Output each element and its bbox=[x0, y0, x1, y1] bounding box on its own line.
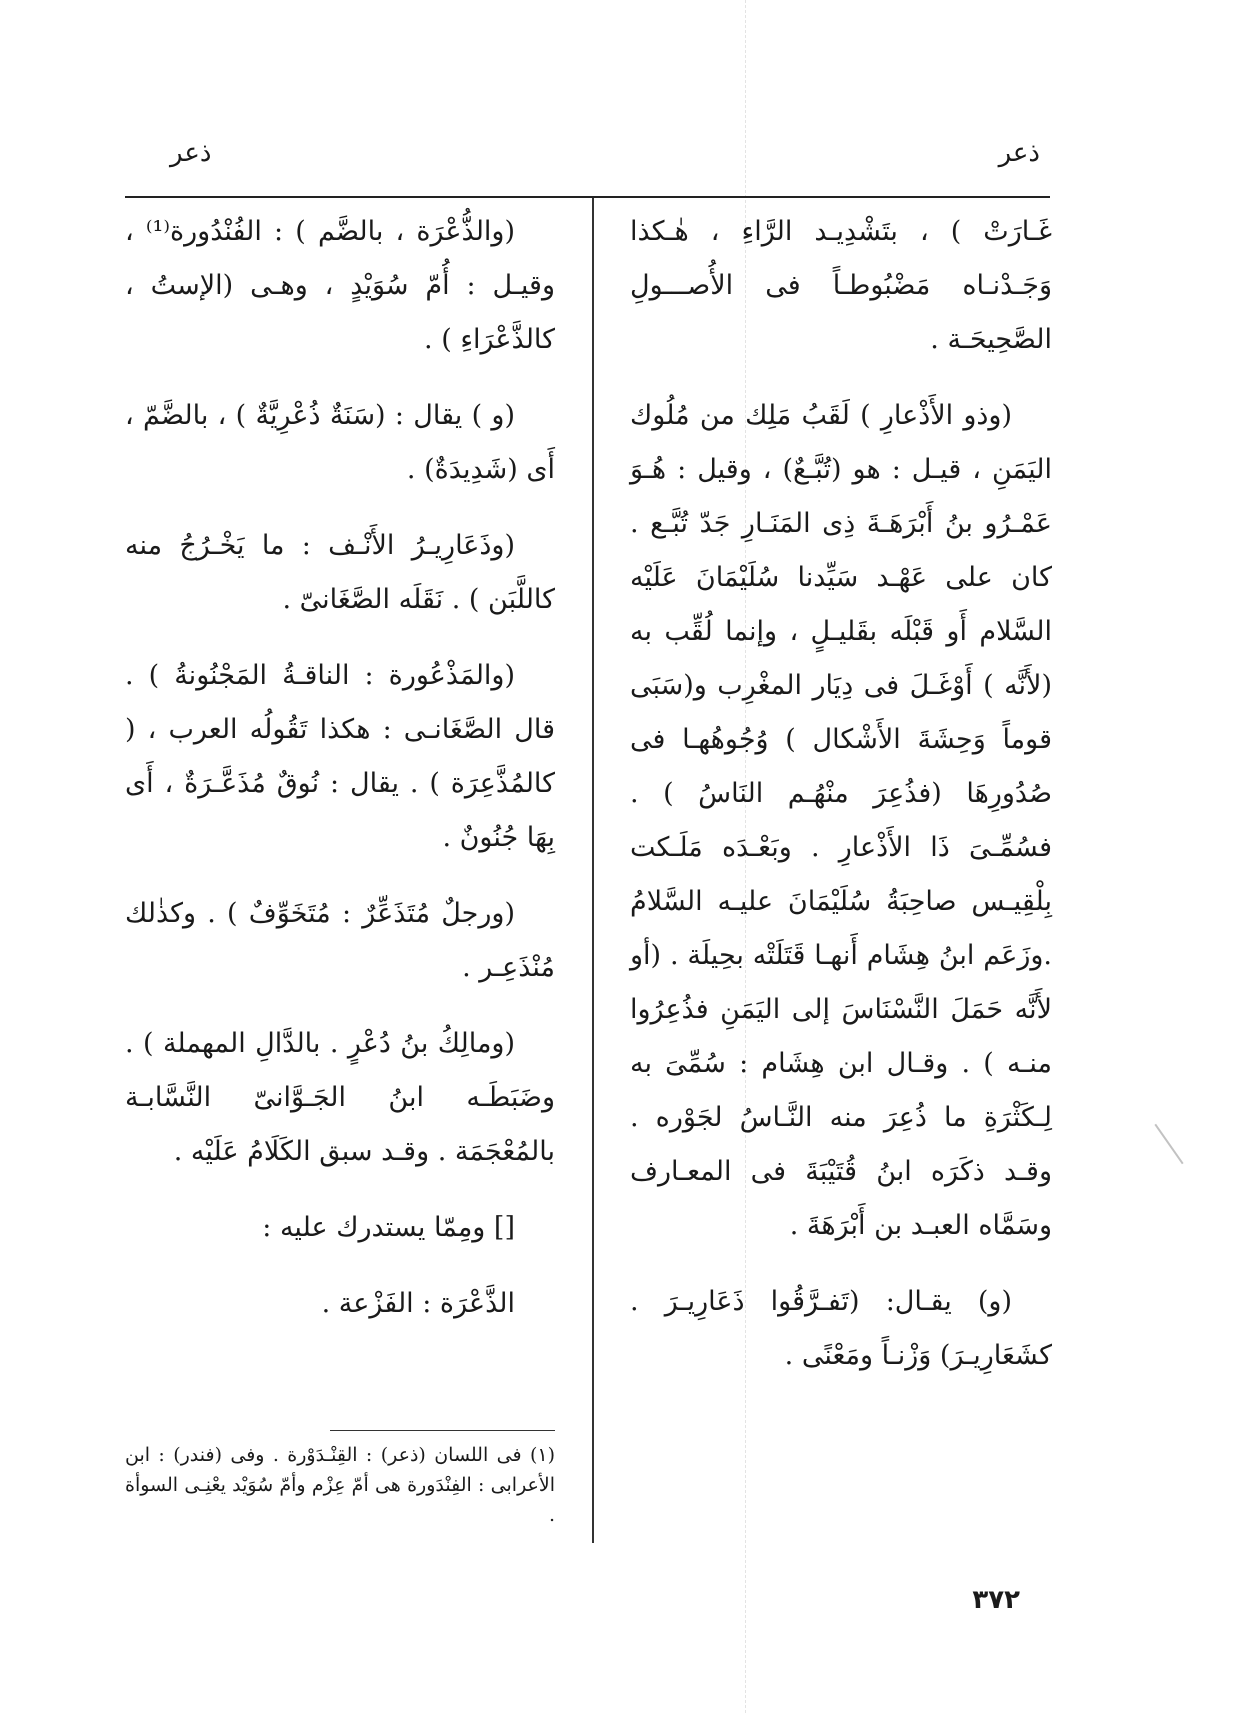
footnote-rule bbox=[330, 1430, 555, 1431]
left-column bbox=[125, 205, 555, 1353]
right-paragraph-2: (وذو الأَذْعارِ ) لَقَبُ مَلِك من مُلُوك اليَمَنِ ، قيـل : هو (تُبَّـعٌ) ، وقيل : هُـوَ عَمْـرُو بنُ أَبْرَهَـةَ ذِى المَنَـارِ جَدّ تُبَّـع . كان على عَهْـد سَيِّدنا سُلَيْمَانَ عَلَيْه السَّلام أَو قَبْلَه بقَليـلٍ ، وإنما لُقِّب به (لأَنَّه ) أَوْغَـلَ فى دِيَار المغْرِب و(سَبَى قوماً وَحِشَةَ الأَشْكال ) وُجُوهُهـا فى صُدُورِهَا (فذُعِرَ منْهُـم النَاسُ ) . فسُمِّـىَ ذَا الأَذْعارِ . وبَعْـدَه مَلَـكت بِلْقِيـس صاحِبَةُ سُلَيْمَانَ عليـه السَّلامُ .وزَعَم ابنُ هِشَام أَنهـا قَتَلَتْه بحِيلَة . (أو لأَنَّه حَمَلَ النَّسْنَاسَ إلى اليَمَنِ فذُعِرُوا منـه ) . وقـال ابن هِشَام : سُمِّىَ به لِـكَثْرَةِ ما ذُعِرَ منه النَّـاسُ لجَوْره . وقـد ذكَرَه ابنُ قُتَيْبَةَ فى المعـارف وسَمَّاه العبـد بن أَبْرَهَةَ . bbox=[630, 400, 1052, 1241]
left-paragraph-2: (و ) يقال : (سَنَةٌ ذُعْرِيَّةٌ ) ، بالضَّمّ ، أَى (شَدِيدَةٌ) . bbox=[125, 400, 555, 485]
right-column bbox=[630, 205, 1052, 1405]
left-paragraph-3: (وذَعَارِيـرُ الأَنْـف : ما يَخْـرُجُ منه كاللَّبَن ) . نَقَلَه الصَّغَانىّ . bbox=[125, 530, 555, 615]
left-paragraph-5: (ورجلٌ مُتَذَعِّرٌ : مُتَخَوِّفٌ ) . وكذٰلك مُنْذَعِـر . bbox=[125, 898, 555, 983]
scan-artifact-mark bbox=[1154, 1124, 1183, 1164]
mustadrak-label: [] ومِمّا يستدرك عليه : bbox=[262, 1212, 515, 1243]
footnote: (١) فى اللسان (ذعر) : القِنْـدَوْرة . وفى (فندر) : ابن الأعرابى : الفِنْدَورة هى أمّ عِزْم وأمّ سُوَيْد يعْنِـى السوأة . bbox=[125, 1444, 555, 1526]
left-paragraph-6: (ومالِكُ بنُ دُعْرٍ . بالدَّالِ المهملة ) . وضَبَطَـه ابنُ الجَـوَّانىّ النَّسَّابـة بالمُعْجَمَة . وقـد سبق الكَلَامُ عَلَيْه . bbox=[125, 1028, 555, 1167]
right-paragraph-1: غَـارَتْ ) ، بتَشْدِيـد الرَّاءِ ، هٰـكذا وَجَـدْنـاه مَضْبُوطـاً فى الأُصـــولِ الصَّحِيحَـة . bbox=[630, 216, 1052, 355]
left-last-line: الذَّعْرَة : الفَزْعة . bbox=[321, 1288, 515, 1319]
column-divider bbox=[592, 198, 594, 1543]
header-rule bbox=[125, 196, 1050, 198]
left-paragraph-4: (والمَذْعُورة : الناقـةُ المَجْنُونةُ ) . قال الصَّغَانـى : هكذا تَقُولُه العرب ، ( كالمُذَّعِرَة ) . يقال : نُوقٌ مُذَعَّـرَةٌ ، أَى بِهَا جُنُونٌ . bbox=[125, 660, 555, 853]
page-number: ٣٧٢ bbox=[972, 1585, 1020, 1615]
right-paragraph-3: (و) يقـال: (تَفـرَّقُوا ذَعَارِيـرَ . كشَعَارِيـرَ) وَزْنـاً ومَعْنًى . bbox=[630, 1286, 1052, 1371]
left-paragraph-1: (والذُّعْرَة ، بالضَّم ) : الفُنْدُورة⁽¹⁾ ، وقيـل : أُمّ سُوَيْدٍ ، وهـى (الإستُ ، كالذَّعْرَاءِ ) . bbox=[125, 216, 555, 355]
header-entry-word-right: ذعر bbox=[998, 138, 1040, 168]
header-entry-word-left: ذعر bbox=[170, 138, 212, 168]
